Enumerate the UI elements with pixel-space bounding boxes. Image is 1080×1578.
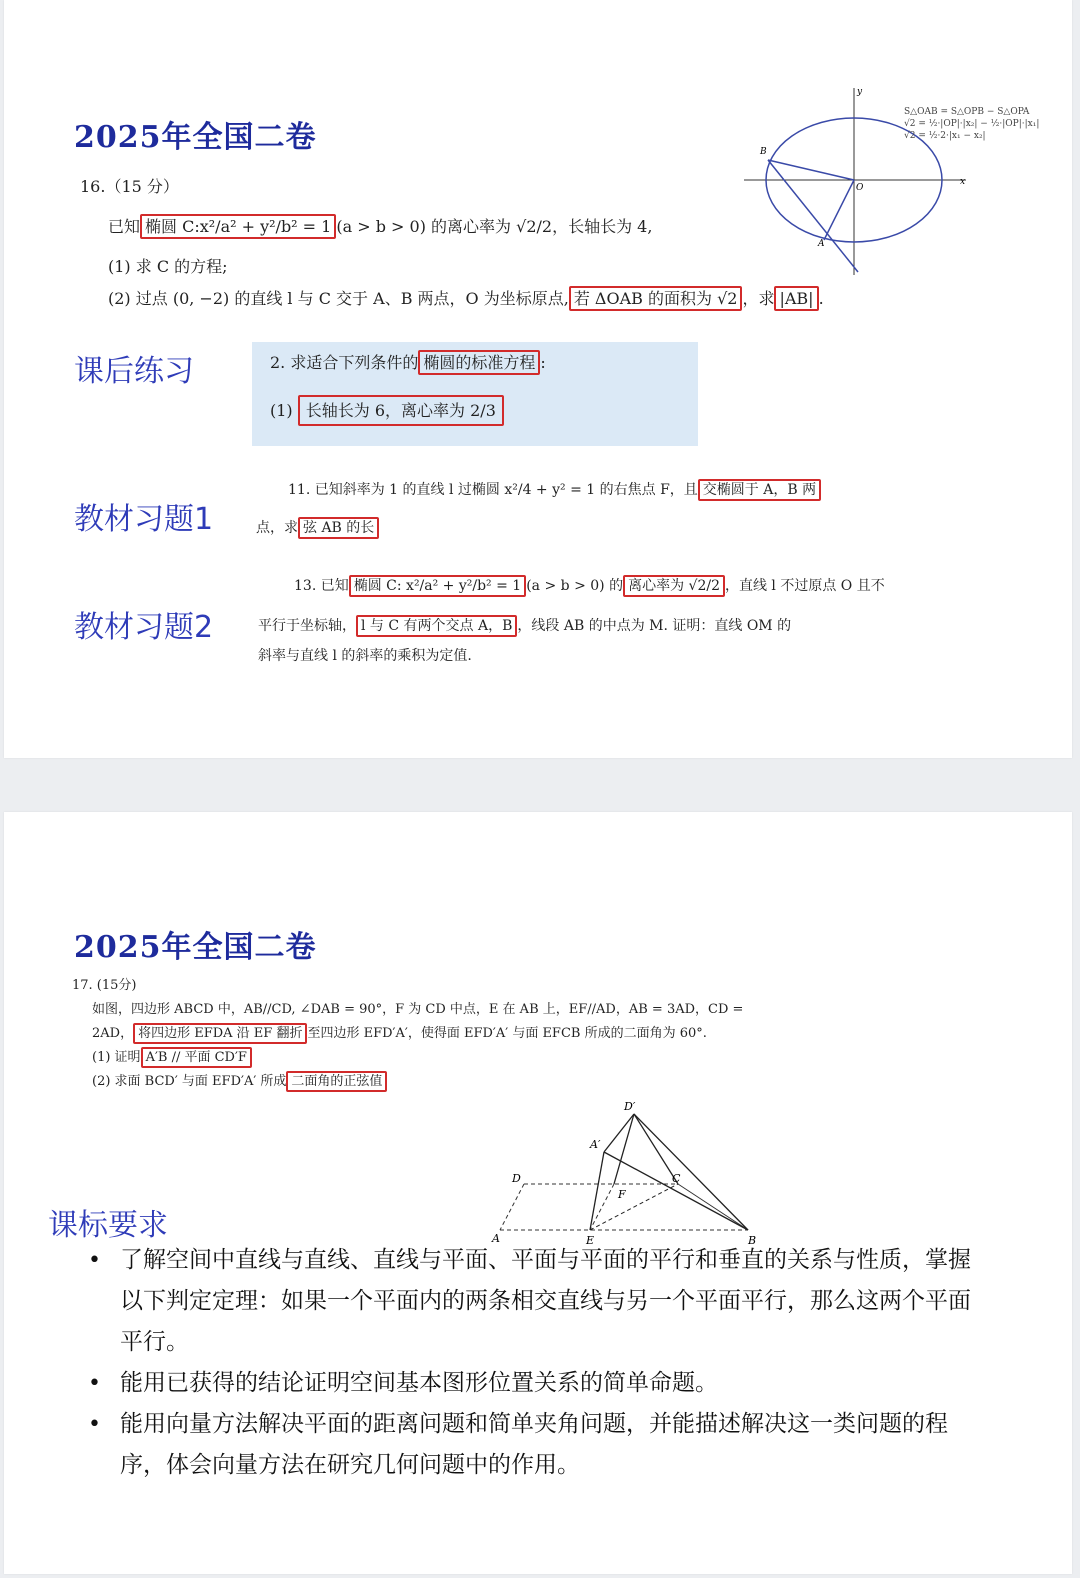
highlight-box: 将四边形 EFDA 沿 EF 翻折 (133, 1023, 307, 1044)
highlight-box: 交椭圆于 A，B 两 (698, 479, 821, 501)
label-y: y (857, 87, 863, 97)
standards-list (88, 1240, 978, 1486)
text-segment: (1) 证明 (92, 1050, 141, 1065)
label-b: B (760, 147, 767, 157)
edge-da (500, 1184, 524, 1230)
exercise-line (270, 352, 546, 374)
question-line (108, 216, 652, 238)
label-a: A (818, 239, 825, 249)
label-f: F (618, 1188, 626, 1201)
label-b: B (748, 1234, 757, 1247)
text-segment: (a > b > 0) 的 (526, 578, 624, 594)
label-x: x (960, 177, 966, 187)
section-heading: 教材习题1 (74, 502, 214, 537)
slide-2 (4, 812, 1072, 1574)
figure-note: √2 = ½·2·|x₁ − x₂| (904, 131, 986, 141)
text-segment: ，直线 l 不过原点 O 且不 (724, 578, 885, 594)
text-segment: ，求 (742, 289, 775, 308)
label-a: A (492, 1232, 500, 1245)
text-segment: (2) 过点 (0, −2) 的直线 l 与 C 交于 A、B 两点，O 为坐标原点, (108, 289, 569, 308)
text-segment: 至四边形 EFD′A′，使得面 EFD′A′ 与面 EFCB 所成的二面角为 60°. (307, 1026, 707, 1041)
label-d: D (512, 1172, 521, 1185)
exercise-box (252, 342, 698, 446)
question-number: 17. (15分) (72, 978, 137, 993)
text-segment: 11. 已知斜率为 1 的直线 l 过椭圆 x²/4 + y² = 1 的右焦点 F，且 (288, 482, 698, 498)
highlight-box: 二面角的正弦值 (286, 1071, 387, 1092)
text-segment: : (540, 353, 546, 372)
label-a1: A′ (590, 1138, 601, 1151)
highlight-box: 长轴长为 6，离心率为 2/3 (298, 395, 504, 426)
exercise-line (270, 400, 504, 422)
highlight-box: 弦 AB 的长 (298, 517, 379, 539)
highlight-box: 离心率为 √2/2 (623, 575, 725, 597)
highlight-box: |AB| (774, 286, 818, 311)
highlight-box: A′B // 平面 CD′F (141, 1047, 252, 1068)
highlight-box: 若 ΔOAB 的面积为 √2 (569, 286, 743, 311)
edge-d1b (634, 1114, 748, 1230)
question-line (92, 1048, 252, 1068)
figure-note: S△OAB = S△OPB − S△OPA (904, 107, 1030, 117)
edge-d1f (614, 1114, 634, 1184)
edge-d1a1 (604, 1114, 634, 1152)
slide-title: 2025年全国二卷 (74, 120, 317, 155)
text-segment: 2. 求适合下列条件的 (270, 353, 419, 372)
label-d1: D′ (624, 1100, 636, 1113)
section-heading: 教材习题2 (74, 610, 214, 645)
highlight-box: 椭圆 C: x²/a² + y²/b² = 1 (349, 575, 527, 597)
highlight-box: 椭圆的标准方程 (418, 350, 540, 375)
exercise-line: 斜率与直线 l 的斜率的乘积为定值. (258, 648, 472, 664)
question-line (108, 288, 824, 310)
label-e: E (586, 1234, 595, 1247)
exercise-line (288, 480, 821, 500)
text-segment: (2) 求面 BCD′ 与面 EFD′A′ 所成 (92, 1074, 287, 1089)
text-segment: 13. 已知 (294, 578, 349, 594)
figure-note: √2 = ½·|OP|·|x₂| − ½·|OP|·|x₁| (904, 119, 1040, 129)
edge-cb (678, 1184, 748, 1230)
question-line (92, 1024, 707, 1044)
list-item: • 能用向量方法解决平面的距离问题和简单夹角问题，并能描述解决这一类问题的程序，体会向量方法在研究几何问题中的作用。 (88, 1404, 978, 1486)
section-heading: 课后练习 (74, 354, 194, 389)
text-segment: 2AD， (92, 1026, 134, 1041)
text-segment: 点，求 (256, 520, 298, 536)
question-line (92, 1072, 387, 1092)
slide-title: 2025年全国二卷 (74, 930, 317, 965)
question-line: (1) 求 C 的方程; (108, 257, 228, 276)
text-segment: (a > b > 0) 的离心率为 √2/2，长轴长为 4, (336, 217, 653, 236)
edge-ec (590, 1184, 678, 1230)
solid-geometry-figure (484, 1098, 774, 1248)
edge-a1e (590, 1152, 604, 1230)
text-segment: (1) (270, 401, 293, 420)
exercise-line (258, 616, 791, 636)
question-line: 如图，四边形 ABCD 中，AB//CD, ∠DAB = 90°，F 为 CD 中点，E 在 AB 上，EF//AD，AB = 3AD，CD = (92, 1002, 744, 1017)
segment-oa (824, 180, 854, 240)
text-segment: . (818, 289, 824, 308)
exercise-line (294, 576, 885, 596)
highlight-box: l 与 C 有两个交点 A，B (356, 615, 517, 637)
list-item: • 了解空间中直线与直线、直线与平面、平面与平面的平行和垂直的关系与性质，掌握以下判定定理：如果一个平面内的两条相交直线与另一个平面平行，那么这两个平面平行。 (88, 1240, 978, 1363)
figure-notes (904, 106, 1039, 142)
label-o: O (856, 183, 864, 193)
list-item: • 能用已获得的结论证明空间基本图形位置关系的简单命题。 (88, 1363, 978, 1404)
question-number: 16.（15 分） (80, 177, 179, 196)
slide-1 (4, 0, 1072, 758)
exercise-line (256, 518, 379, 538)
text-segment: 平行于坐标轴， (258, 618, 356, 634)
text-segment: 已知 (108, 217, 141, 236)
text-segment: ，线段 AB 的中点为 M. 证明：直线 OM 的 (517, 618, 792, 634)
label-c: C (672, 1172, 681, 1185)
highlight-box: 椭圆 C:x²/a² + y²/b² = 1 (140, 214, 336, 239)
section-heading: 课标要求 (48, 1208, 168, 1243)
